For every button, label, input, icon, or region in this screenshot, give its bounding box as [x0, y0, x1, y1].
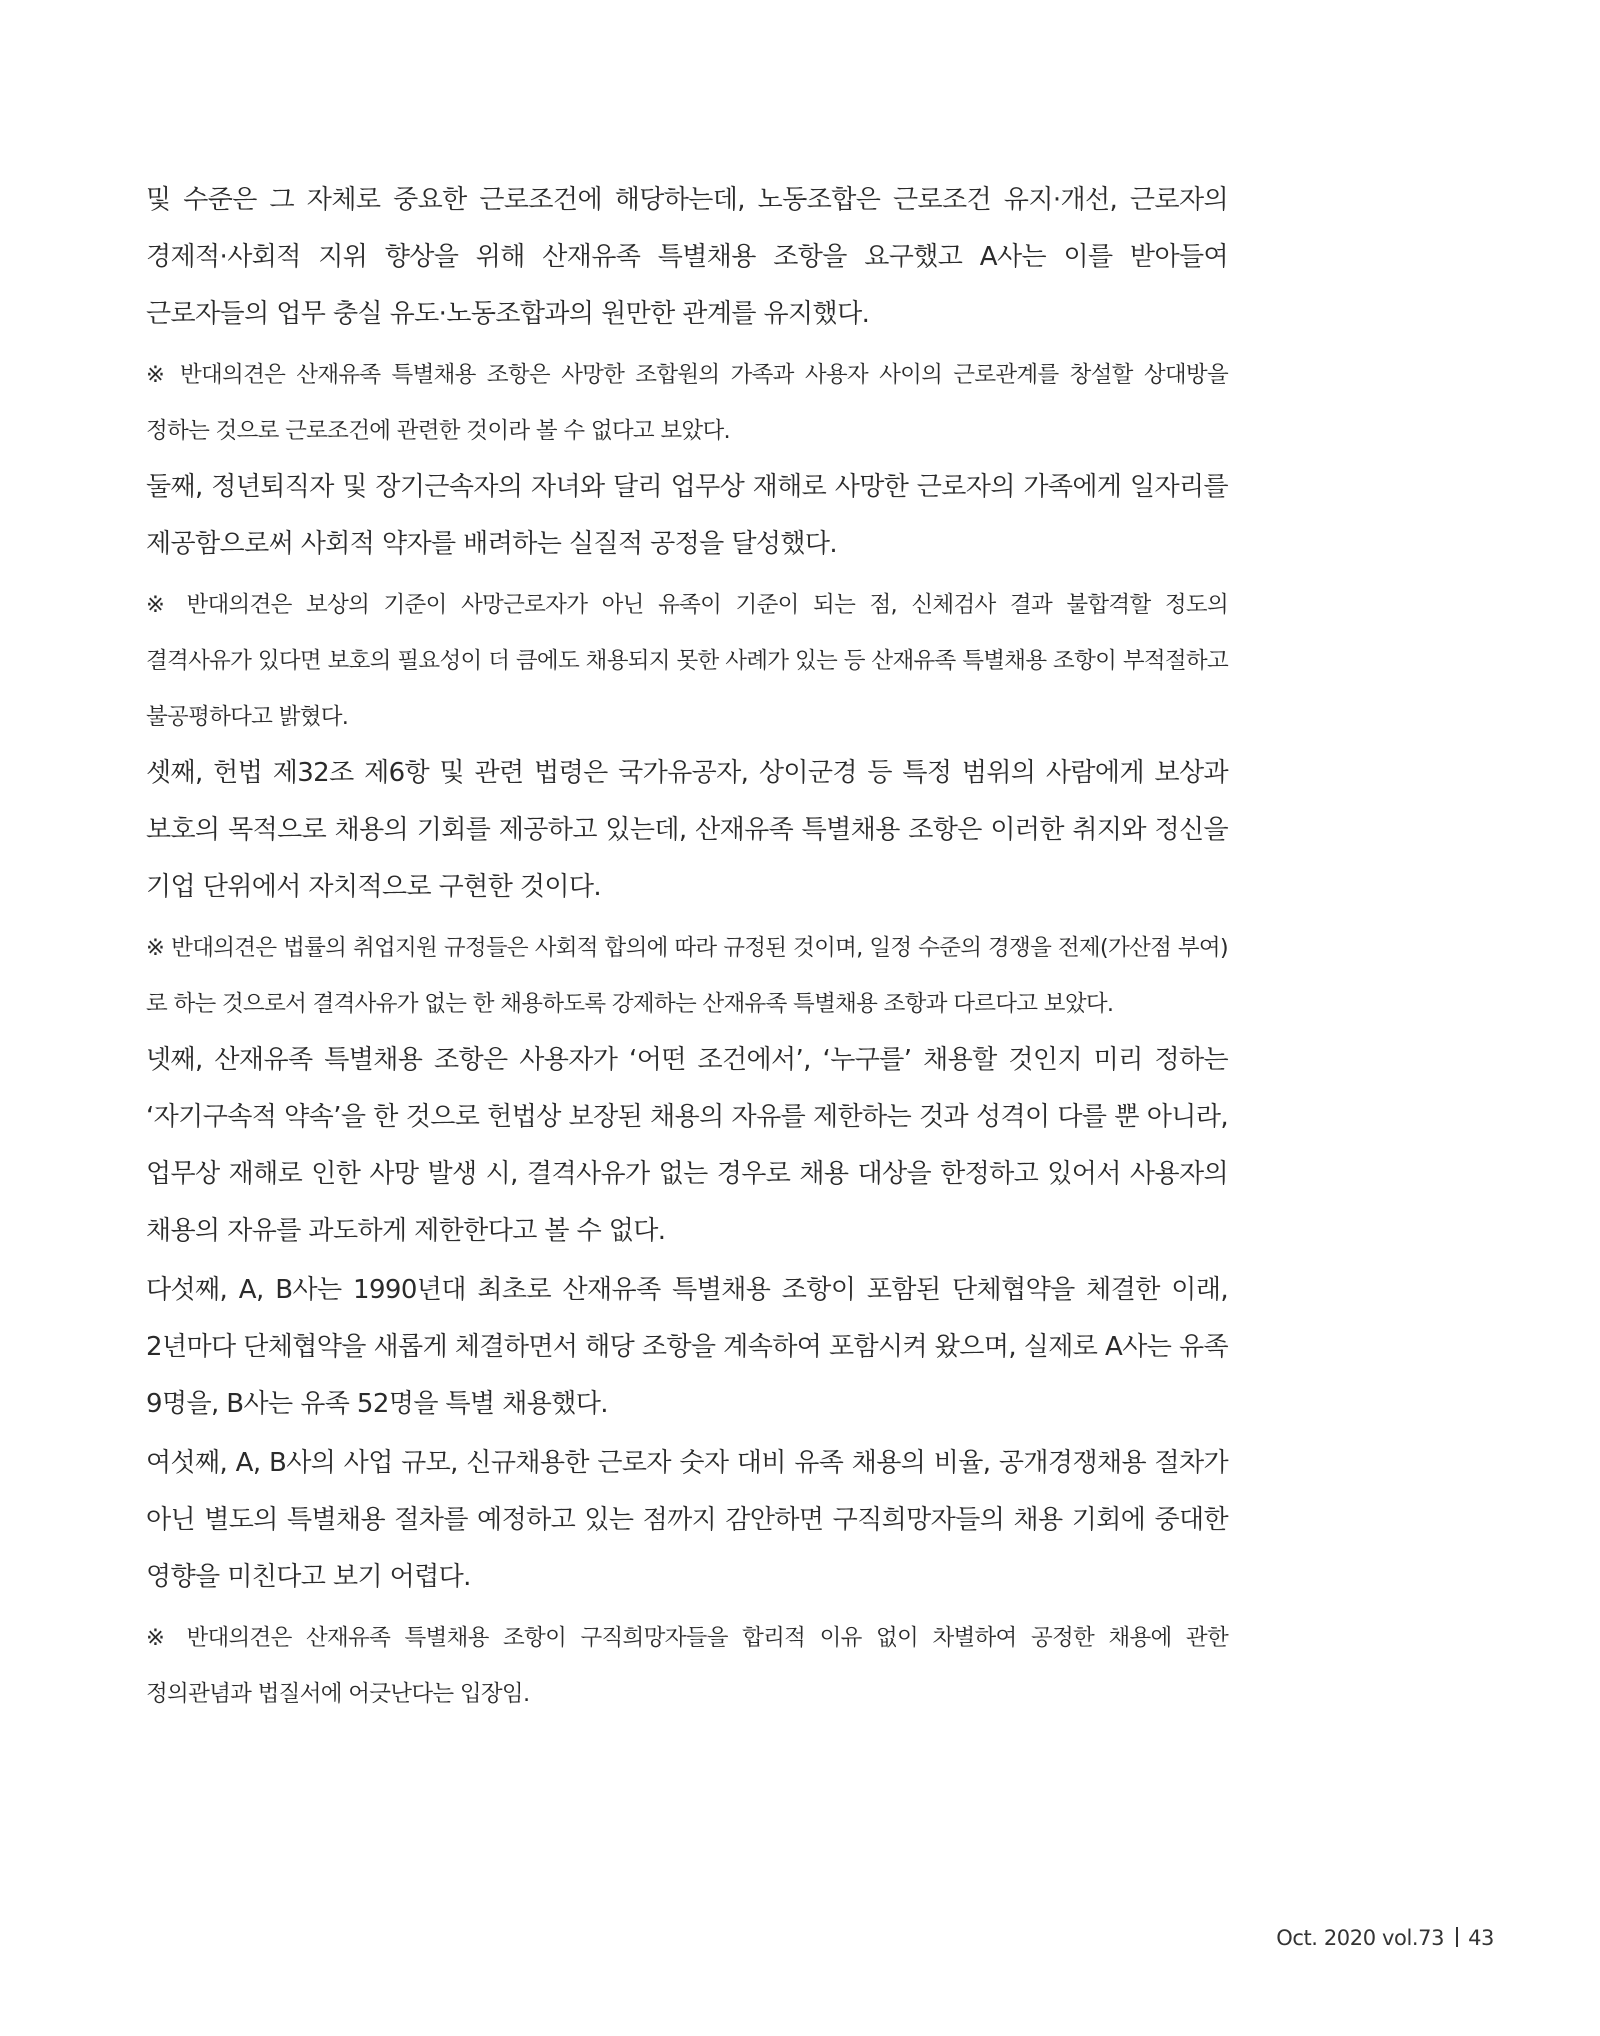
body-paragraph-3: 셋째, 헌법 제32조 제6항 및 관련 법령은 국가유공자, 상이군경 등 특정 범위의 사람에게 보상과 보호의 목적으로 채용의 기회를 제공하고 있는데, 산재유족 특별채용 조항은 이러한 취지와 정신을 기업 단위에서 자치적으로 구현한 것이다. — [146, 758, 1228, 902]
body-paragraph-5: 다섯째, A, B사는 1990년대 최초로 산재유족 특별채용 조항이 포함된 단체협약을 체결한 이래, 2년마다 단체협약을 새롭게 체결하면서 해당 조항을 계속하여 포함시켜 왔으며, 실제로 A사는 유족 9명을, B사는 유족 52명을 특별 채용했다. — [146, 1275, 1228, 1419]
dissent-note-1: ※ 반대의견은 산재유족 특별채용 조항은 사망한 조합원의 가족과 사용자 사이의 근로관계를 창설할 상대방을 정하는 것으로 근로조건에 관련한 것이라 볼 수 없다고 보았다. — [146, 362, 1228, 444]
dissent-note-3: ※ 반대의견은 법률의 취업지원 규정들은 사회적 합의에 따라 규정된 것이며, 일정 수준의 경쟁을 전제(가산점 부여)로 하는 것으로서 결격사유가 없는 한 채용하도록 강제하는 산재유족 특별채용 조항과 다르다고 보았다. — [146, 935, 1228, 1017]
issue-label: Oct. 2020 vol.73 — [1276, 1926, 1445, 1950]
body-paragraph-2: 둘째, 정년퇴직자 및 장기근속자의 자녀와 달리 업무상 재해로 사망한 근로자의 가족에게 일자리를 제공함으로써 사회적 약자를 배려하는 실질적 공정을 달성했다. — [146, 472, 1228, 559]
body-paragraph-1: 및 수준은 그 자체로 중요한 근로조건에 해당하는데, 노동조합은 근로조건 유지·개선, 근로자의 경제적·사회적 지위 향상을 위해 산재유족 특별채용 조항을 요구했고 A사는 이를 받아들여 근로자들의 업무 충실 유도·노동조합과의 원만한 관계를 유지했다. — [146, 185, 1228, 329]
footer-divider — [1456, 1927, 1458, 1947]
dissent-note-4: ※ 반대의견은 산재유족 특별채용 조항이 구직희망자들을 합리적 이유 없이 차별하여 공정한 채용에 관한 정의관념과 법질서에 어긋난다는 입장임. — [146, 1625, 1228, 1707]
page-number: 43 — [1468, 1926, 1494, 1950]
body-paragraph-6: 여섯째, A, B사의 사업 규모, 신규채용한 근로자 숫자 대비 유족 채용의 비율, 공개경쟁채용 절차가 아닌 별도의 특별채용 절차를 예정하고 있는 점까지 감안하면 구직희망자들의 채용 기회에 중대한 영향을 미친다고 보기 어렵다. — [146, 1448, 1228, 1592]
article-body — [146, 172, 1228, 1722]
page-footer — [1276, 1926, 1494, 1950]
body-paragraph-4: 넷째, 산재유족 특별채용 조항은 사용자가 ‘어떤 조건에서’, ‘누구를’ 채용할 것인지 미리 정하는 ‘자기구속적 약속’을 한 것으로 헌법상 보장된 채용의 자유를 제한하는 것과 성격이 다를 뿐 아니라, 업무상 재해로 인한 사망 발생 시, 결격사유가 없는 경우로 채용 대상을 한정하고 있어서 사용자의 채용의 자유를 과도하게 제한한다고 볼 수 없다. — [146, 1045, 1228, 1246]
dissent-note-2: ※ 반대의견은 보상의 기준이 사망근로자가 아닌 유족이 기준이 되는 점, 신체검사 결과 불합격할 정도의 결격사유가 있다면 보호의 필요성이 더 큼에도 채용되지 못한 사례가 있는 등 산재유족 특별채용 조항이 부적절하고 불공평하다고 밝혔다. — [146, 592, 1228, 730]
